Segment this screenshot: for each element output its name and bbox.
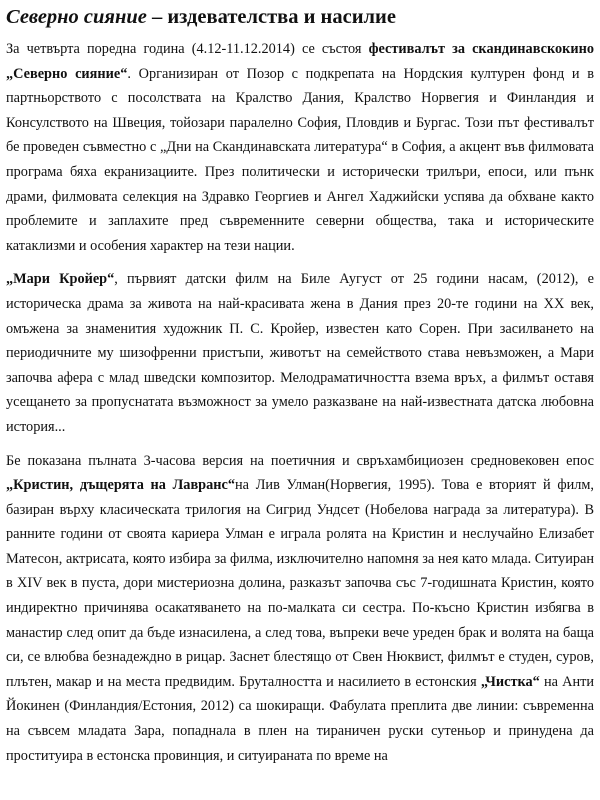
title-italic-part: Северно сияние	[6, 6, 147, 28]
paragraph-text: на Анти Йокинен (Финландия/Естония, 2012) са шокиращи. Фабулата преплита две линии: съвременна на съвсем младата Зара, попаднала в плен на тираничен руски сутеньор и принудена да проституира в естонска провинция, и ситуираната по време на	[6, 673, 594, 764]
paragraph-kristin	[6, 449, 594, 769]
paragraph-marie-kroyer	[6, 267, 594, 439]
festival-name: фестивалът за скандинавскокино „Северно сияние“	[6, 41, 594, 82]
paragraph-text: За четвърта поредна година (4.12-11.12.2014) се състоя	[6, 41, 369, 57]
paragraph-text: . Организиран от Позор с подкрепата на Нордския културен фонд и в партньорството с посолствата на Кралство Дания, Кралство Норвегия и Финландия и Консулството на Швеция, тойозари паралелно София, Пловдив и Бургас. Този път фестивалът бе проведен съвместно с „Дни на Скандинавската литература“ в София, а акцент във филмовата програма бяха екранизациите. През политически и исторически трилъри, епоси, или пънк драми, филмовата селекция на Здравко Георгиев и Ангел Хаджийски успява да обхване както проблемите и заплахите пред съвременните северни общества, така и историческите катаклизми и особения характер на тези нации.	[6, 65, 594, 254]
film-title: „Кристин, дъщерята на Лавранс“	[6, 477, 236, 494]
paragraph-text: Бе показана пълната 3-часова версия на поетичния и свръхамбициозен средновековен епос	[6, 452, 594, 469]
paragraph-text: на Лив Улман(Норвегия, 1995). Това е вторият й филм, базиран върху класическата трилогия на Сигрид Ундсет (Нобелова награда за литература). В ранните години от своята кариера Улман е играла ролята на Кристин и неслучайно Елизабет Матесон, актрисата, която избира за филма, изключително напомня за нея като млада. Ситуиран в XIV век в пуста, дори мистериозна долина, разказът започва със 7-годишната Кристин, която индиректно причинява осакатяването на по-малката си сестра. По-късно Кристин избягва в манастир след опит да бъде изнасилена, а след това, въпреки вече уреден брак и волята на баща си, се влюбва безнадеждно в рицар. Заснет блестящо от Свен Нюквист, филмът е студен, суров, плътен, макар и на места предвидим. Бруталността и насилието в естонския	[6, 477, 594, 690]
film-title: „Мари Кройер“	[6, 271, 115, 288]
title-rest-part: – издевателства и насилие	[146, 6, 396, 28]
article-title	[6, 4, 594, 31]
paragraph-text: , първият датски филм на Биле Аугуст от 25 години насам, (2012), е историческа драма за живота на най-красивата жена в Дания през 20-те години на XX век, омъжена за знаменития художник П. С. Кройер, известен като Сорен. При засилването на периодичните му шизофренни пристъпи, животът на семейството става невъзможен, а Мари започва афера с млад шведски композитор. Мелодраматичността взема връх, а филмът оставя усещането за пропуснатата възможност за умело разказване на най-известната датска любовна история...	[6, 271, 594, 435]
film-title: „Чистка“	[480, 673, 540, 690]
paragraph-festival-intro	[6, 37, 594, 258]
